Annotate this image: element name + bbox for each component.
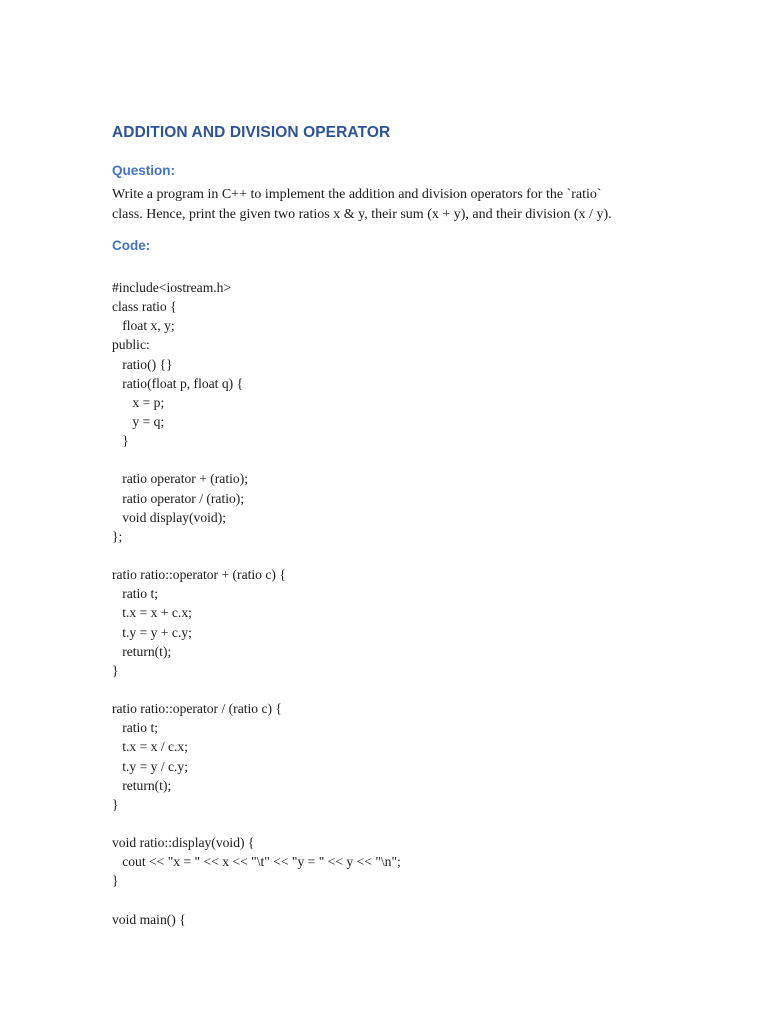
code-line [112, 680, 401, 699]
code-line: } [112, 662, 119, 678]
code-line: } [112, 433, 129, 449]
code-line: ratio operator + (ratio); [112, 471, 248, 487]
question-paragraph [112, 185, 672, 225]
code-line: x = p; [112, 394, 165, 410]
code-line: void ratio::display(void) { [112, 835, 255, 851]
code-line: ratio operator / (ratio); [112, 490, 245, 506]
document-title: ADDITION AND DIVISION OPERATOR [112, 124, 391, 141]
code-line: } [112, 873, 119, 889]
code-line: ratio t; [112, 586, 159, 602]
code-line: cout << "x = " << x << "\t" << "y = " << y << "\n"; [112, 854, 401, 870]
code-block [112, 278, 401, 929]
code-line: void display(void); [112, 509, 227, 525]
code-line [112, 450, 401, 469]
question-heading: Question: [112, 163, 175, 178]
code-line: class ratio { [112, 299, 177, 315]
code-line: return(t); [112, 777, 172, 793]
code-line: ratio ratio::operator / (ratio c) { [112, 701, 282, 717]
code-line: return(t); [112, 643, 172, 659]
code-line: #include<iostream.h> [112, 280, 232, 295]
question-line: class. Hence, print the given two ratios x & y, their sum (x + y), and their division (x / y). [112, 207, 612, 222]
code-line: ratio(float p, float q) { [112, 375, 244, 391]
code-heading: Code: [112, 238, 151, 253]
code-line [112, 891, 401, 910]
code-line [112, 814, 401, 833]
code-line: ratio t; [112, 720, 159, 736]
code-line: t.x = x + c.x; [112, 605, 192, 621]
code-line: ratio() {} [112, 356, 173, 372]
question-line: Write a program in C++ to implement the addition and division operators for the `ratio` [112, 187, 602, 202]
code-line: void main() { [112, 911, 186, 927]
code-line: }; [112, 528, 123, 544]
code-line: t.y = y + c.y; [112, 624, 192, 640]
code-line: ratio ratio::operator + (ratio c) { [112, 567, 286, 583]
code-line: y = q; [112, 413, 165, 429]
code-line: t.x = x / c.x; [112, 739, 189, 755]
code-line [112, 546, 401, 565]
code-line: float x, y; [112, 318, 175, 334]
code-line: t.y = y / c.y; [112, 758, 189, 774]
code-line: } [112, 796, 119, 812]
code-line: public: [112, 337, 150, 353]
